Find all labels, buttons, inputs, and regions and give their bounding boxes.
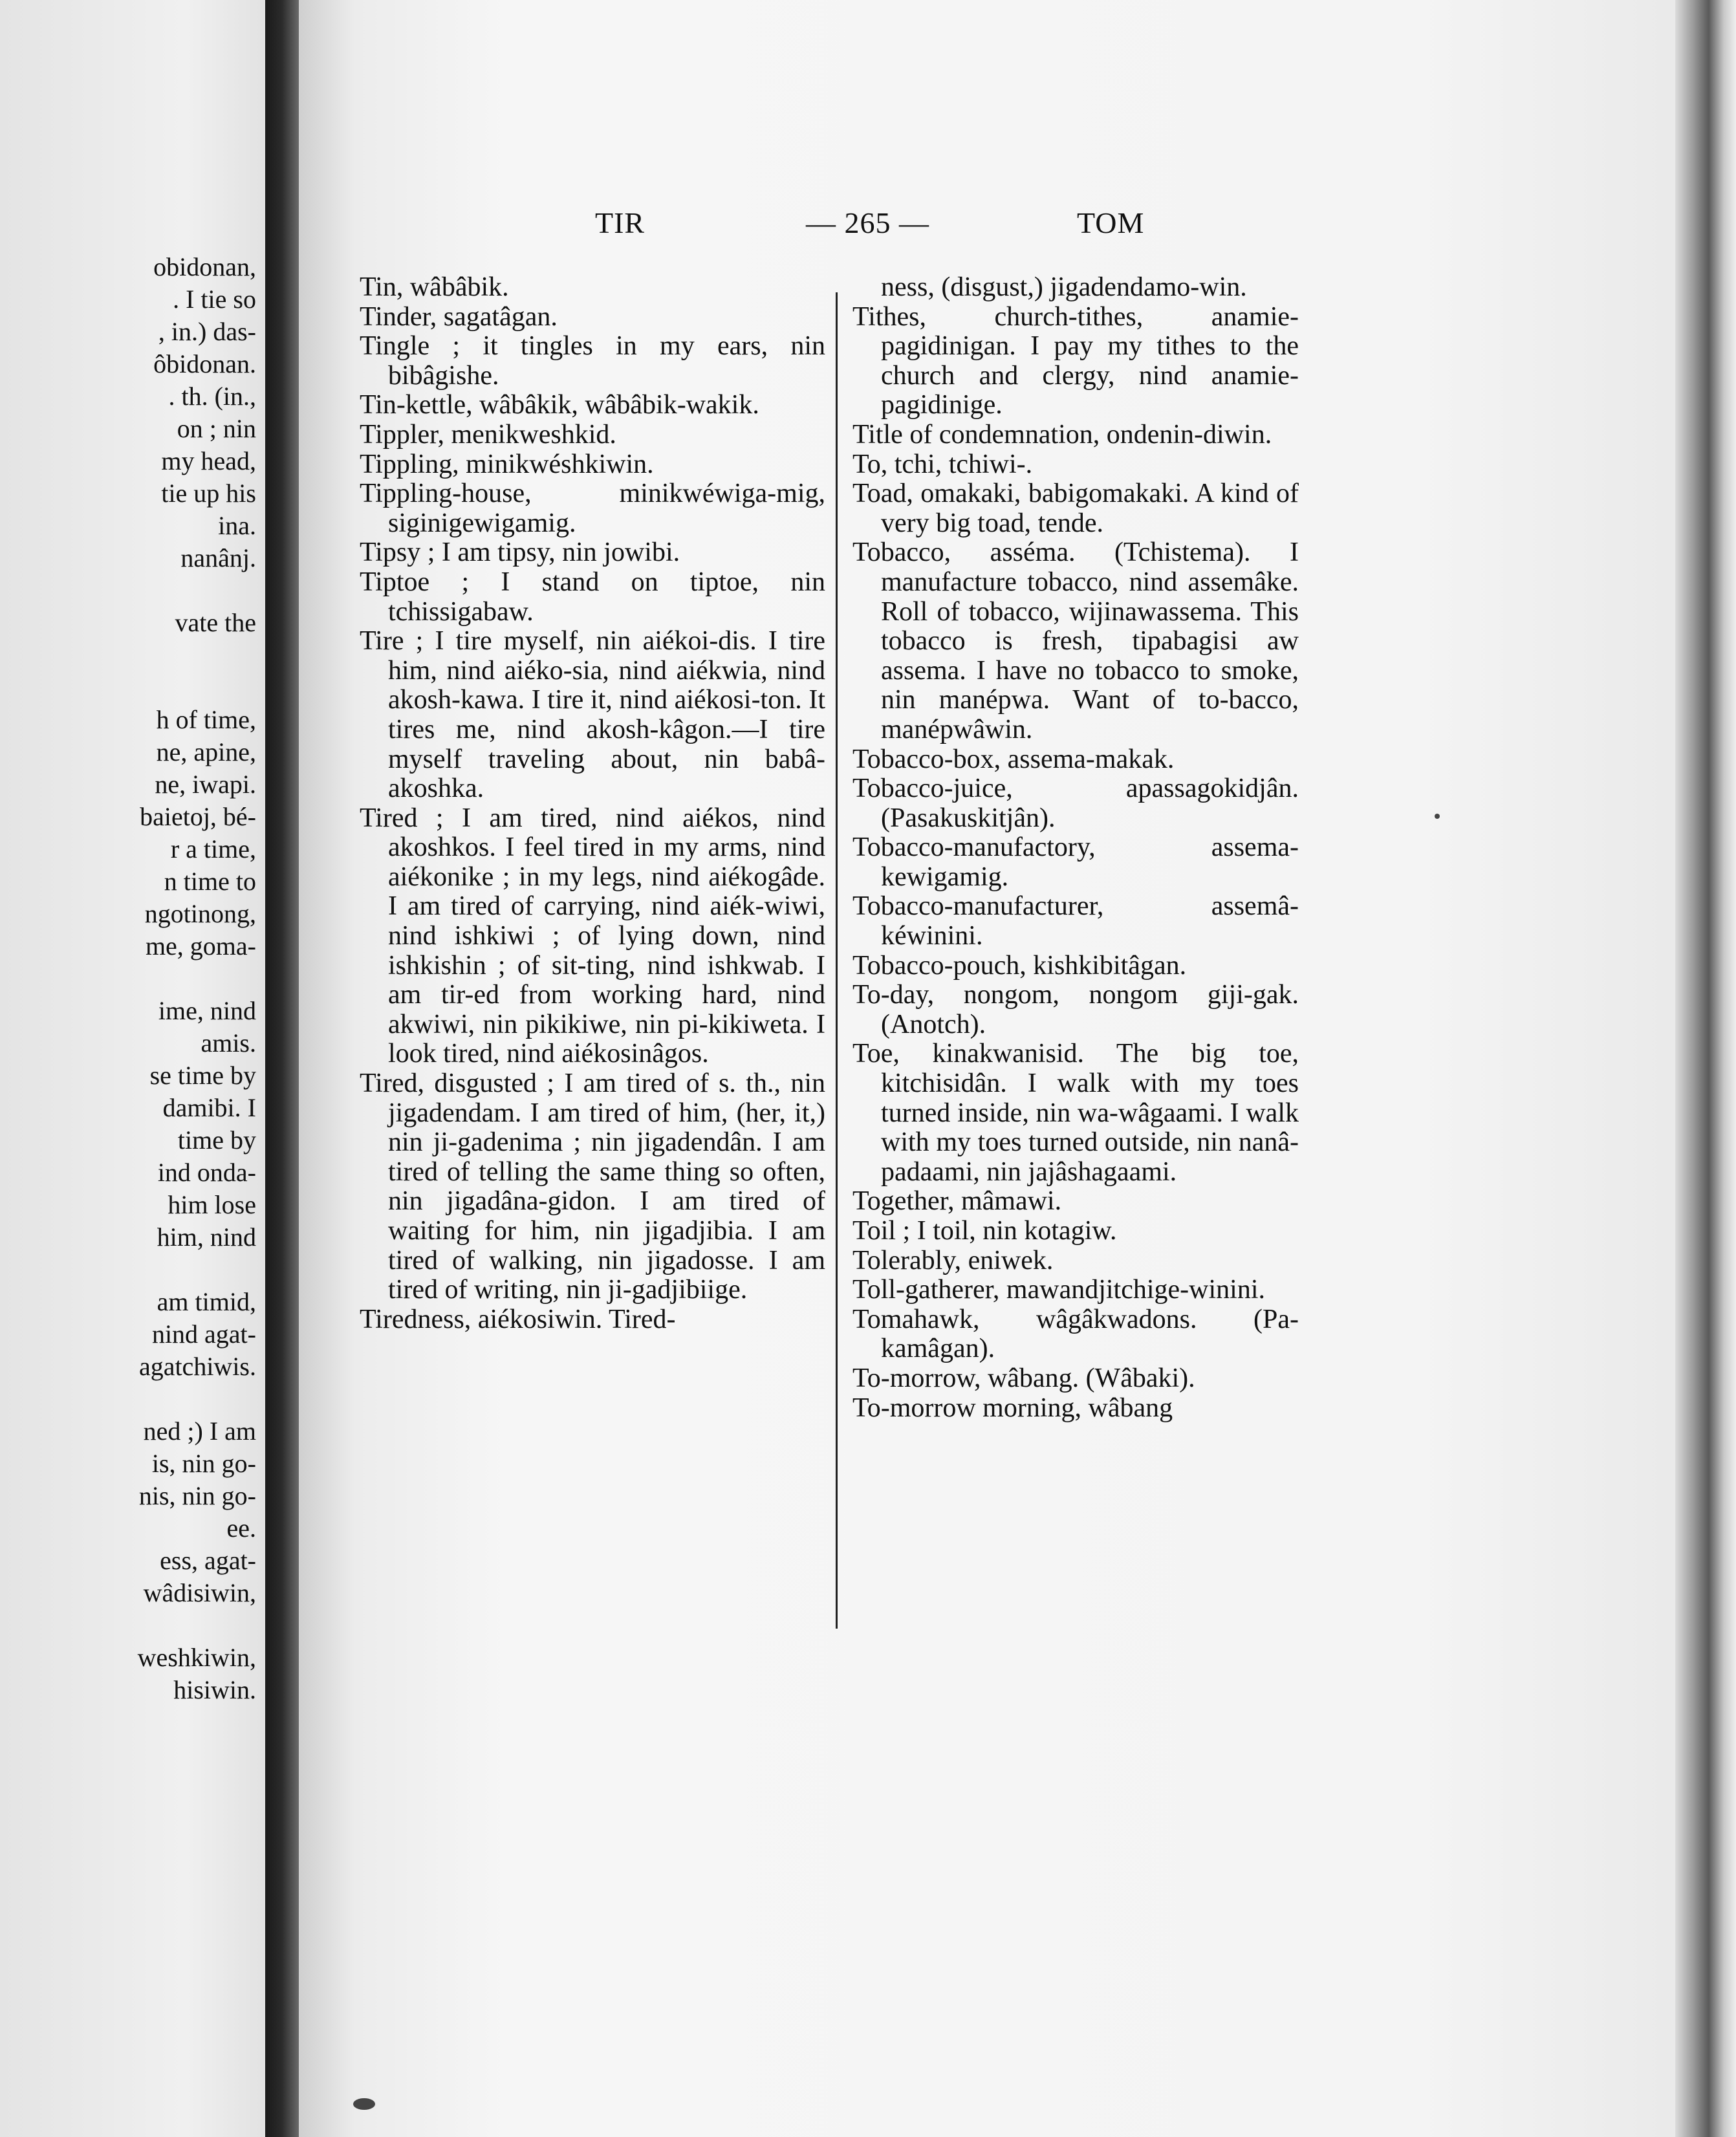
entry-title: Title of condemnation, ondenin-diwin. xyxy=(852,419,1272,450)
entry-together: Together, mâmawi. xyxy=(852,1186,1062,1217)
previous-page-line: vate the xyxy=(175,608,256,637)
previous-page-line: ind onda- xyxy=(157,1158,256,1187)
previous-page-line: ne, apine, xyxy=(156,737,256,766)
previous-page-line: him lose xyxy=(168,1190,256,1219)
entry-tippling-house: Tippling-house, minikwéwiga-mig, siginigewigamig. xyxy=(360,479,825,538)
entry-toil: Toil ; I toil, nin kotagiw. xyxy=(852,1216,1117,1246)
previous-page-line: n time to xyxy=(164,867,256,896)
entry-tinder: Tinder, sagatâgan. xyxy=(360,301,558,332)
column-divider xyxy=(836,292,838,1629)
previous-page-line: agatchiwis. xyxy=(138,1352,256,1381)
previous-page-line xyxy=(0,1609,256,1642)
entry-tiredness-continued: ness, (disgust,) jigadendamo-win. xyxy=(881,272,1247,302)
right-column xyxy=(852,273,1299,1423)
entry-tired: Tired ; I am tired, nind aiékos, nind akoshkos. I feel tired in my arms, nind aiékonike ; in my legs, nind aiékogâde. I am tired of carrying, nind aiék-wiwi, nind ishkiwi ; of lying down, nind ishkishin ; of sit-ting, nind ishkwab. I am tir-ed from working hard, nind akwiwi, nin pikikiwe, nin pi-kikiweta. I look tired, nind aiékosinâgos. xyxy=(360,803,825,1069)
ink-speck xyxy=(1435,814,1440,819)
previous-page-line: him, nind xyxy=(157,1222,256,1252)
entry-tippler: Tippler, menikweshkid. xyxy=(360,419,616,450)
entry-tobacco-manufactory: Tobacco-manufactory, assema-kewigamig. xyxy=(852,832,1299,892)
entry-tippling: Tippling, minikwéshkiwin. xyxy=(360,449,654,479)
page-edge-shadow xyxy=(1675,0,1736,2137)
entry-tomahawk: Tomahawk, wâgâkwadons. (Pa-kamâgan). xyxy=(852,1304,1299,1364)
previous-page-line: am timid, xyxy=(157,1287,256,1316)
entry-tiredness: Tiredness, aiékosiwin. Tired- xyxy=(360,1304,676,1334)
previous-page-line: is, nin go- xyxy=(151,1449,256,1478)
entry-to-morrow-morning: To-morrow morning, wâbang xyxy=(852,1393,1173,1423)
previous-page-line xyxy=(0,962,256,995)
entry-to-day: To-day, nongom, nongom giji-gak. (Anotch). xyxy=(852,980,1299,1039)
previous-page-line: baietoj, bé- xyxy=(140,802,256,831)
previous-page-line: ee. xyxy=(226,1513,256,1543)
previous-page-line: ôbidonan. xyxy=(153,349,256,378)
previous-page-line: se time by xyxy=(149,1061,256,1090)
entry-tipsy: Tipsy ; I am tipsy, nin jowibi. xyxy=(360,537,680,568)
previous-page-line: ina. xyxy=(218,511,256,540)
previous-page-line: nis, nin go- xyxy=(138,1481,256,1510)
previous-page-line: me, goma- xyxy=(145,931,256,960)
entry-tithes: Tithes, church-tithes, anamie-pagidinigan. I pay my tithes to the church and clergy, nind anamie-pagidinige. xyxy=(852,301,1299,420)
entry-tin: Tin, wâbâbik. xyxy=(360,272,509,302)
previous-page-line xyxy=(0,671,256,704)
running-head-right: TOM xyxy=(1077,206,1145,239)
entry-toad: Toad, omakaki, babigomakaki. A kind of very big toad, tende. xyxy=(852,479,1299,538)
entry-tobacco-box: Tobacco-box, assema-makak. xyxy=(852,744,1175,774)
previous-page-line: my head, xyxy=(161,446,256,475)
entry-tobacco-pouch: Tobacco-pouch, kishkibitâgan. xyxy=(852,950,1187,981)
previous-page-line xyxy=(0,639,256,671)
previous-page-line: r a time, xyxy=(170,834,256,863)
entry-to-morrow: To-morrow, wâbang. (Wâbaki). xyxy=(852,1363,1195,1393)
previous-page-fragment xyxy=(0,0,265,2137)
previous-page-line xyxy=(0,1253,256,1286)
previous-page-line: . th. (in., xyxy=(168,382,256,411)
previous-page-line: nind agat- xyxy=(151,1319,256,1349)
previous-page-line: nanânj. xyxy=(180,543,256,572)
previous-page-lines xyxy=(0,251,256,1706)
previous-page-line: ess, agat- xyxy=(160,1546,256,1575)
entry-to: To, tchi, tchiwi-. xyxy=(852,449,1033,479)
left-column xyxy=(360,273,825,1334)
entry-tiptoe: Tiptoe ; I stand on tiptoe, nin tchissigabaw. xyxy=(360,567,825,627)
previous-page-line: obidonan, xyxy=(153,252,256,281)
page-number: — 265 — xyxy=(806,206,929,239)
ink-speck xyxy=(353,2098,375,2110)
running-head-left: TIR xyxy=(595,206,646,239)
previous-page-line: , in.) das- xyxy=(158,317,256,346)
entry-tired-disgusted: Tired, disgusted ; I am tired of s. th., nin jigadendam. I am tired of him, (her, it,) nin ji-gadenima ; nin jigadendân. I am tired of telling the same thing so often, nin jigadâna-gidon. I am tired of waiting for him, nin jigadjibia. I am tired of walking, nin jigadosse. I am tired of writing, nin ji-gadjibiige. xyxy=(360,1068,825,1305)
previous-page-line: ne, iwapi. xyxy=(155,770,256,799)
book-gutter-shadow xyxy=(265,0,299,2137)
previous-page-line: amis. xyxy=(201,1028,256,1058)
previous-page-line: ngotinong, xyxy=(144,899,256,928)
entry-tire: Tire ; I tire myself, nin aiékoi-dis. I tire him, nind aiéko-sia, nind aiékwia, nind akosh-kawa. I tire it, nind aiékosi-ton. It tires me, nind akosh-kâgon.—I tire myself traveling about, nin babâ-akoshka. xyxy=(360,626,825,804)
entry-tobacco-manufacturer: Tobacco-manufacturer, assemâ-kéwinini. xyxy=(852,891,1299,951)
previous-page-line: h of time, xyxy=(156,705,256,734)
previous-page-line xyxy=(0,1383,256,1415)
previous-page-line: damibi. I xyxy=(162,1093,256,1122)
entry-tobacco-juice: Tobacco-juice, apassagokidjân. (Pasakuskitjân). xyxy=(852,774,1299,833)
entry-tingle: Tingle ; it tingles in my ears, nin bibâgishe. xyxy=(360,331,825,391)
previous-page-line: wâdisiwin, xyxy=(143,1578,256,1607)
previous-page-line: on ; nin xyxy=(177,414,256,443)
entry-tobacco: Tobacco, asséma. (Tchistema). I manufacture tobacco, nind assemâke. Roll of tobacco, wijinawassema. This tobacco is fresh, tipabagisi aw assema. I have no tobacco to smoke, nin manépwa. Want of to-bacco, manépwâwin. xyxy=(852,537,1299,744)
previous-page-line: time by xyxy=(177,1125,256,1155)
previous-page-line: hisiwin. xyxy=(173,1675,256,1704)
previous-page-line xyxy=(0,574,256,607)
entry-toll-gatherer: Toll-gatherer, mawandjitchige-winini. xyxy=(852,1275,1265,1305)
entry-tin-kettle: Tin-kettle, wâbâkik, wâbâbik-wakik. xyxy=(360,390,759,420)
previous-page-line: tie up his xyxy=(161,479,256,508)
entry-toe: Toe, kinakwanisid. The big toe, kitchisidân. I walk with my toes turned inside, nin wa-wâgaami. I walk with my toes turned outside, nin nanâ-padaami, nin jajâshagaami. xyxy=(852,1039,1299,1187)
previous-page-line: weshkiwin, xyxy=(137,1643,256,1672)
previous-page-line: ned ;) I am xyxy=(143,1416,256,1446)
entry-tolerably: Tolerably, eniwek. xyxy=(852,1245,1054,1275)
previous-page-line: ime, nind xyxy=(158,996,256,1025)
previous-page-line: . I tie so xyxy=(173,285,256,314)
